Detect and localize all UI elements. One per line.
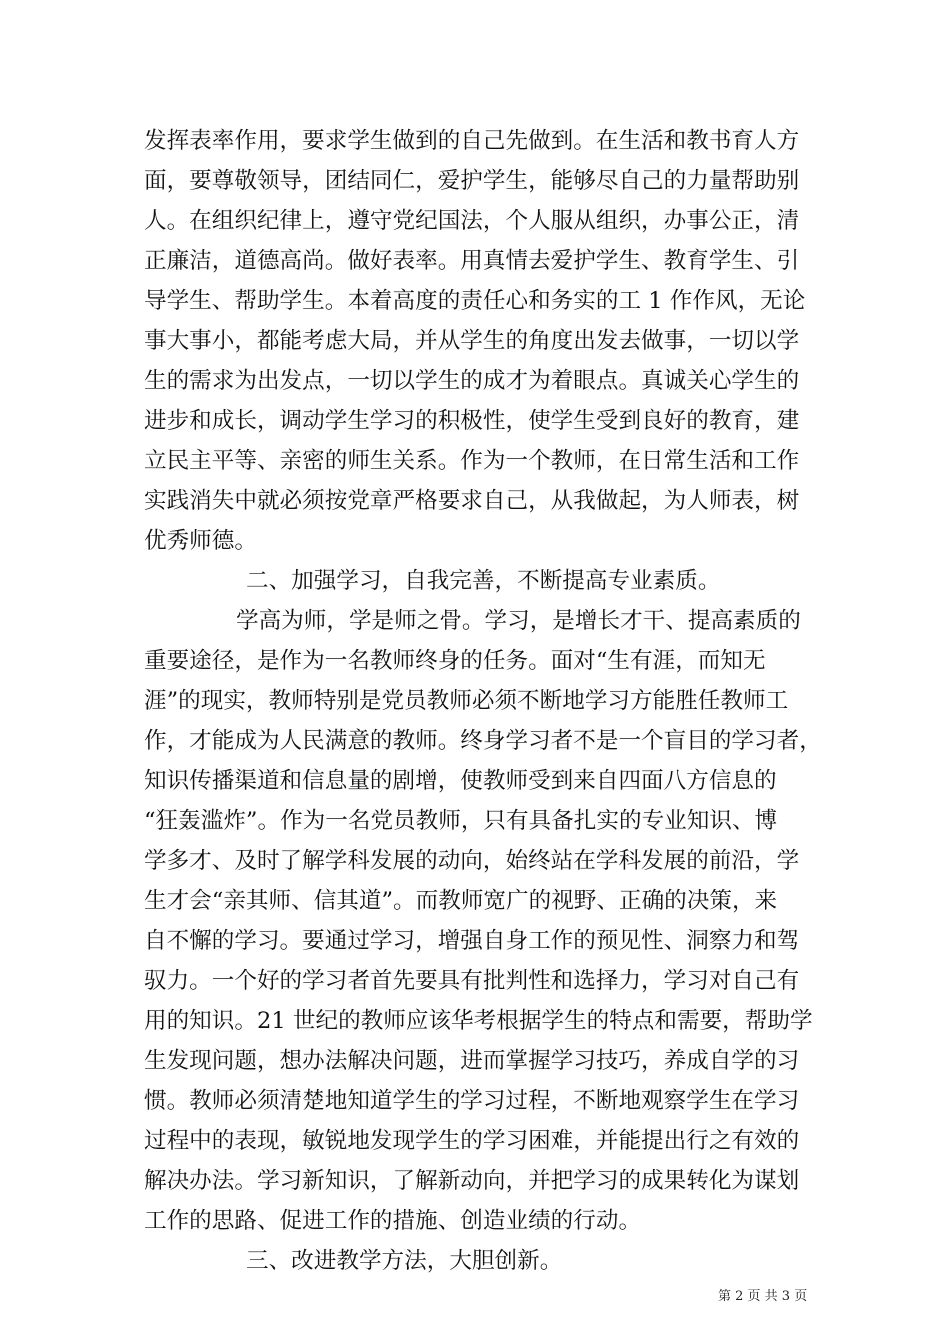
text-line: 学多才、及时了解学科发展的动向，始终站在学科发展的前沿，学 bbox=[144, 848, 800, 874]
text-line: 优秀师德。 bbox=[144, 528, 257, 554]
text-line: 过程中的表现，敏锐地发现学生的学习困难，并能提出行之有效的 bbox=[144, 1128, 800, 1154]
text-line: 生发现问题，想办法解决问题，进而掌握学习技巧，养成自学的习 bbox=[144, 1048, 800, 1074]
page-number: 第 2 页 共 3 页 bbox=[718, 1289, 808, 1304]
section-heading: 二、加强学习，自我完善，不断提高专业素质。 bbox=[246, 568, 721, 594]
paragraph-first-line: 学高为师，学是师之骨。学习，是增长才干、提高素质的 bbox=[236, 608, 801, 634]
text-line: 知识传播渠道和信息量的剧增，使教师受到来自四面八方信息的 bbox=[144, 768, 777, 794]
text-line: 生才会“亲其师、信其道”。而教师宽广的视野、正确的决策，来 bbox=[144, 888, 778, 914]
text-line: 惯。教师必须清楚地知道学生的学习过程，不断地观察学生在学习 bbox=[144, 1088, 800, 1114]
text-line: 实践消失中就必须按党章严格要求自己，从我做起，为人师表，树 bbox=[144, 488, 800, 514]
text-line: 事大事小，都能考虑大局，并从学生的角度出发去做事，一切以学 bbox=[144, 328, 800, 354]
text-line: 发挥表率作用，要求学生做到的自己先做到。在生活和教书育人方 bbox=[144, 128, 800, 154]
text-line: 重要途径，是作为一名教师终身的任务。面对“生有涯，而知无 bbox=[144, 648, 766, 674]
text-line: 导学生、帮助学生。本着高度的责任心和务实的工 1 作作风，无论 bbox=[144, 288, 806, 314]
text-line: 驭力。一个好的学习者首先要具有批判性和选择力，学习对自己有 bbox=[144, 968, 800, 994]
text-line: 作，才能成为人民满意的教师。终身学习者不是一个盲目的学习者， bbox=[144, 728, 822, 754]
text-line: 立民主平等、亲密的师生关系。作为一个教师，在日常生活和工作 bbox=[144, 448, 800, 474]
text-line: 解决办法。学习新知识，了解新动向，并把学习的成果转化为谋划 bbox=[144, 1168, 800, 1194]
text-line: 进步和成长，调动学生学习的积极性，使学生受到良好的教育，建 bbox=[144, 408, 800, 434]
text-line: 人。在组织纪律上，遵守党纪国法，个人服从组织，办事公正，清 bbox=[144, 208, 800, 234]
text-line: 用的知识。21 世纪的教师应该华考根据学生的特点和需要，帮助学 bbox=[144, 1008, 813, 1034]
text-line: 生的需求为出发点，一切以学生的成才为着眼点。真诚关心学生的 bbox=[144, 368, 800, 394]
section-heading: 三、改进教学方法，大胆创新。 bbox=[246, 1248, 563, 1274]
text-line: 涯”的现实，教师特别是党员教师必须不断地学习方能胜任教师工 bbox=[144, 688, 789, 714]
text-line: 自不懈的学习。要通过学习，增强自身工作的预见性、洞察力和驾 bbox=[144, 928, 800, 954]
text-line: 面，要尊敬领导，团结同仁，爱护学生，能够尽自己的力量帮助别 bbox=[144, 168, 800, 194]
text-line: “狂轰滥炸”。作为一名党员教师，只有具备扎实的专业知识、博 bbox=[144, 808, 778, 834]
text-line: 工作的思路、促进工作的措施、创造业绩的行动。 bbox=[144, 1208, 642, 1234]
text-line: 正廉洁，道德高尚。做好表率。用真情去爱护学生、教育学生、引 bbox=[144, 248, 800, 274]
